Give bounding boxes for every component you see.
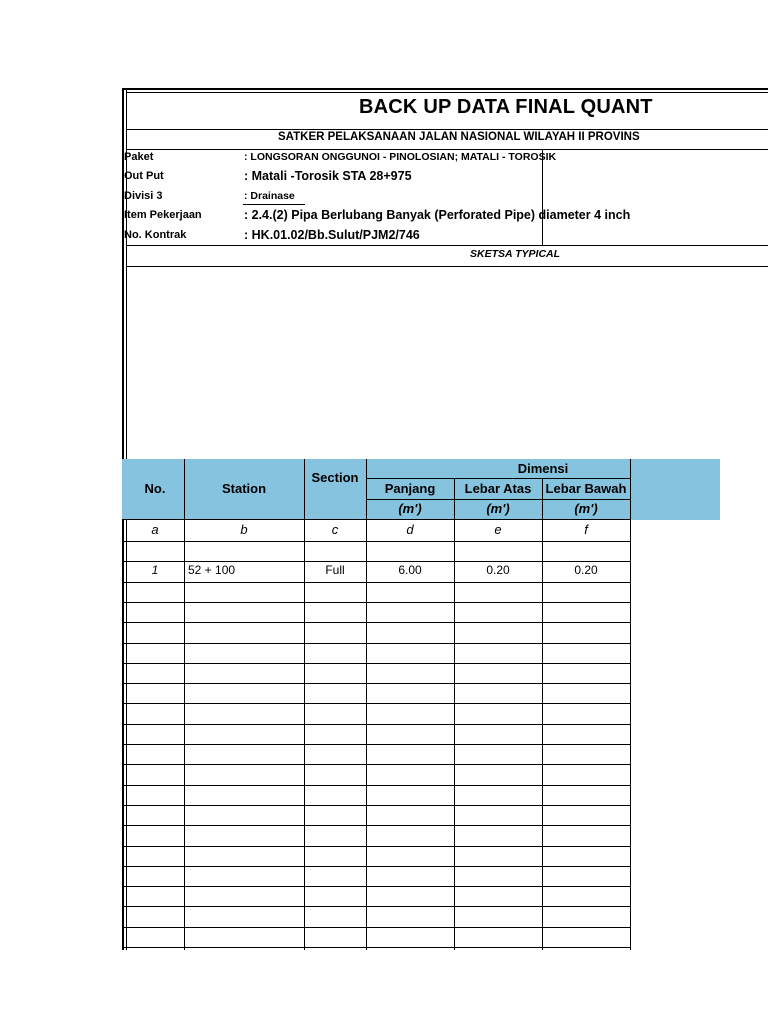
unit-label-lebar-bawah: (m') <box>574 501 598 516</box>
sketch-label: SKETSA TYPICAL <box>470 248 561 260</box>
table-row-line <box>122 947 630 948</box>
paket-value: : LONGSORAN ONGGUNOI - PINOLOSIAN; MATALI - TOROSIK <box>244 151 557 163</box>
header-divider-section <box>366 459 367 520</box>
table-header-bottom <box>122 519 630 520</box>
units-top-line <box>366 499 630 500</box>
quantity-sheet <box>122 88 768 950</box>
subtitle-separator <box>126 149 768 150</box>
row-1-lebar-bawah: 0.20 <box>574 563 598 577</box>
column-header-dimensi: Dimensi <box>517 461 569 476</box>
row-1-no: 1 <box>151 563 159 577</box>
table-row-line <box>122 805 630 806</box>
row-1-lebar-atas: 0.20 <box>486 563 510 577</box>
page-subtitle: SATKER PELAKSANAAN JALAN NASIONAL WILAYAH II PROVINS <box>278 131 640 143</box>
table-row-line <box>122 846 630 847</box>
column-header-section: Section <box>311 470 359 485</box>
column-letter-f: f <box>584 522 588 537</box>
header-divider-lebar-bawah <box>630 459 631 520</box>
column-letter-d: d <box>406 522 414 537</box>
column-header-lebar-atas: Lebar Atas <box>464 481 532 496</box>
output-value: : Matali -Torosik STA 28+975 <box>244 169 412 183</box>
sheet-border-top <box>122 88 768 90</box>
table-row-line <box>122 643 630 644</box>
table-row-line <box>122 663 630 664</box>
divisi-label: Divisi 3 <box>124 190 163 202</box>
kontrak-label: No. Kontrak <box>124 229 187 241</box>
item-value: : 2.4.(2) Pipa Berlubang Banyak (Perforated Pipe) diameter 4 inch <box>244 208 631 222</box>
table-row-line <box>122 703 630 704</box>
info-divider-line <box>542 149 543 245</box>
column-letter-c: c <box>331 522 339 537</box>
unit-label-panjang: (m') <box>398 501 422 516</box>
unit-label-lebar-atas: (m') <box>486 501 510 516</box>
table-row-line <box>122 866 630 867</box>
page-title: BACK UP DATA FINAL QUANT <box>359 96 653 118</box>
table-row-line <box>122 602 630 603</box>
table-row-line <box>122 541 630 542</box>
dimensi-underline <box>366 478 630 479</box>
table-row-line <box>122 785 630 786</box>
header-divider-station <box>304 459 305 520</box>
column-header-lebar-bawah: Lebar Bawah <box>545 481 627 496</box>
drainase-underline <box>243 204 305 205</box>
divisi-value: : Drainase <box>244 190 295 202</box>
body-divider-lebar-bawah <box>630 519 631 950</box>
row-1-section: Full <box>325 563 345 577</box>
header-divider-lebar-atas <box>542 478 543 520</box>
paket-label: Paket <box>124 151 154 163</box>
kontrak-value: : HK.01.02/Bb.Sulut/PJM2/746 <box>244 228 420 242</box>
column-header-station: Station <box>221 481 267 496</box>
title-separator <box>126 129 768 130</box>
table-row-line <box>122 582 630 583</box>
table-row-line <box>122 906 630 907</box>
header-divider-no <box>184 459 185 520</box>
column-letter-a: a <box>151 522 159 537</box>
header-divider-panjang <box>454 478 455 520</box>
table-row-line <box>122 764 630 765</box>
info-separator <box>126 245 768 246</box>
column-letter-e: e <box>494 522 502 537</box>
table-row-line <box>122 683 630 684</box>
row-1-station: 52 + 100 <box>188 563 236 577</box>
column-letter-b: b <box>240 522 248 537</box>
column-header-panjang: Panjang <box>384 481 436 496</box>
table-row-line <box>122 744 630 745</box>
table-row-line <box>122 561 630 562</box>
output-label: Out Put <box>124 170 164 182</box>
column-header-no: No. <box>144 481 166 496</box>
table-row-line <box>122 886 630 887</box>
row-1-panjang: 6.00 <box>398 563 422 577</box>
table-row-line <box>122 927 630 928</box>
sketch-top-line <box>126 266 768 267</box>
sheet-border-top-inner <box>126 92 768 93</box>
table-row-line <box>122 724 630 725</box>
item-label: Item Pekerjaan <box>124 209 202 221</box>
table-row-line <box>122 622 630 623</box>
table-row-line <box>122 825 630 826</box>
